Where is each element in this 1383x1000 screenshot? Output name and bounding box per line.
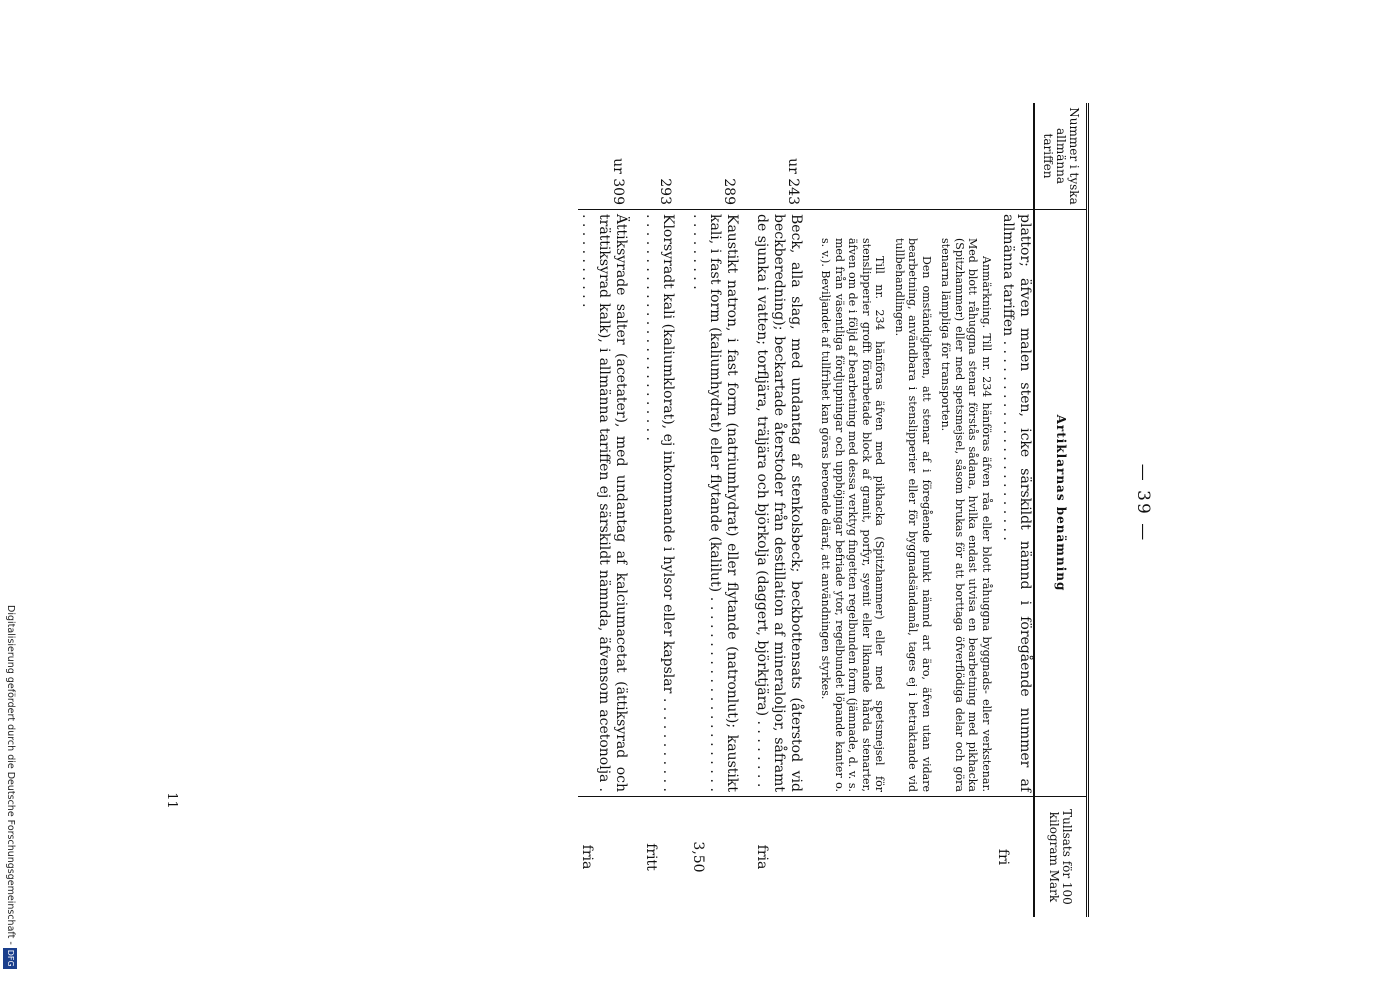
row-number: 293 <box>642 103 676 210</box>
row-text: plattor; äfven malen sten, icke särskildt nämnd i föregående nummer af allmänna tariffen . . . . . . . . . . . . . . . . . . . . . . . <box>1000 214 1033 792</box>
row-description: Klorsyradt kali (kaliumklorat), ej inkommande i hylsor eller kapslar . . . . . . . . . . . . . . . . . . . . . . . . . . . . . . . . . . . . . <box>642 210 676 797</box>
row-number: ur 243 <box>753 103 804 210</box>
table-row <box>642 103 676 917</box>
row-description <box>817 210 1034 797</box>
row-number: ur 309 <box>578 103 629 210</box>
row-number <box>817 103 1034 210</box>
sheet-mark: 11 <box>163 792 179 809</box>
dfg-logo: DFG <box>3 948 17 969</box>
credit-text: Digitalisierung gefördert durch die Deutsche Forschungsgemeinschaft - <box>5 605 16 945</box>
table-row <box>689 103 740 917</box>
header-description: Artiklarnas benämning <box>1034 210 1088 797</box>
table-header-row <box>1034 103 1088 917</box>
tariff-table <box>578 103 1089 917</box>
row-number: 289 <box>689 103 740 210</box>
row-rate: fri <box>995 848 1011 866</box>
header-number: Nummer i tyska allmänna tariffen <box>1034 103 1088 210</box>
row-rate: fria <box>754 844 770 870</box>
row-note: Till nr. 234 hänföras äfven med pikhacka (Spitzhammer) eller med spetsmejsel för stenslipperier grofft förarbetade block af granit, porfyr, syenit eller liknande hårda stenarter, äfven om de i följd af bearbetning med dessa verktyg fingetten regelbunden form (jämnade, d. v. s. med från väsentliga fördjupningar och upphöjningar befriade ytor, regelbundet löpande kanter o. s. v.). Beviljandet af tullfrihet kan göras beroende däraf, att användningen styrkes. <box>819 238 887 792</box>
row-rate: 3,50 <box>690 841 706 873</box>
row-note: Anmärkning. Till nr. 234 hänföras äfven råa eller blott råhuggna byggnads- eller verkstenar. Med blott råhuggna stenar förstås sådana, hvilka endast utvisa en bearbetning med pikhacka (Spitzhammer) eller med spetsmejsel, såsom brukas för att borttaga öfverflödiga delar och göra stenarna lämpliga för transporten. <box>939 238 993 792</box>
table-row <box>578 103 629 917</box>
rotated-page-content <box>209 103 1153 905</box>
table-row <box>817 103 1034 917</box>
row-description: Beck, alla slag, med undantag af stenkolsbeck; beckbottensats (återstod vid beckberedning); beckartade återstoder från destillation af mineraloljor, såframt de sjunka i vatten; torfljära, träljära och björkolja (daggert, björktjära) . . . . . . . . <box>753 210 804 797</box>
row-rate: fria <box>579 844 595 870</box>
digitization-credit <box>3 605 17 995</box>
header-rate: Tullsats för 100 kilogram Mark <box>1034 797 1088 918</box>
row-description: Ättiksyrade salter (acetater), med undantag af kalciumacetat (ättiksyrad och trättiksyrad kalk), i allmänna tariffen ej särskildt nämnda, äfvensom acetonolja . . . . . . . . . . . . <box>578 210 629 797</box>
page-number: — 39 — <box>1133 463 1153 543</box>
table-row <box>753 103 804 917</box>
row-rate: fritt <box>643 843 659 871</box>
row-description: Kaustikt natron, i fast form (natriumhydrat) eller flytande (natronlut); kaustikt kali, i fast form (kaliumhydrat) eller flytande (kalilut) . . . . . . . . . . . . . . . . . . . . . . . . . . . . . . . <box>689 210 740 797</box>
credit-line <box>3 605 17 995</box>
row-note: Den omständigheten, att stenar af i föregående punkt nämnd art äro, äfven utan vidare bearbetning, användbara i stenslipperier eller för byggnadsändamål, tages ej i betraktande vid tullbehandlingen. <box>893 238 933 792</box>
